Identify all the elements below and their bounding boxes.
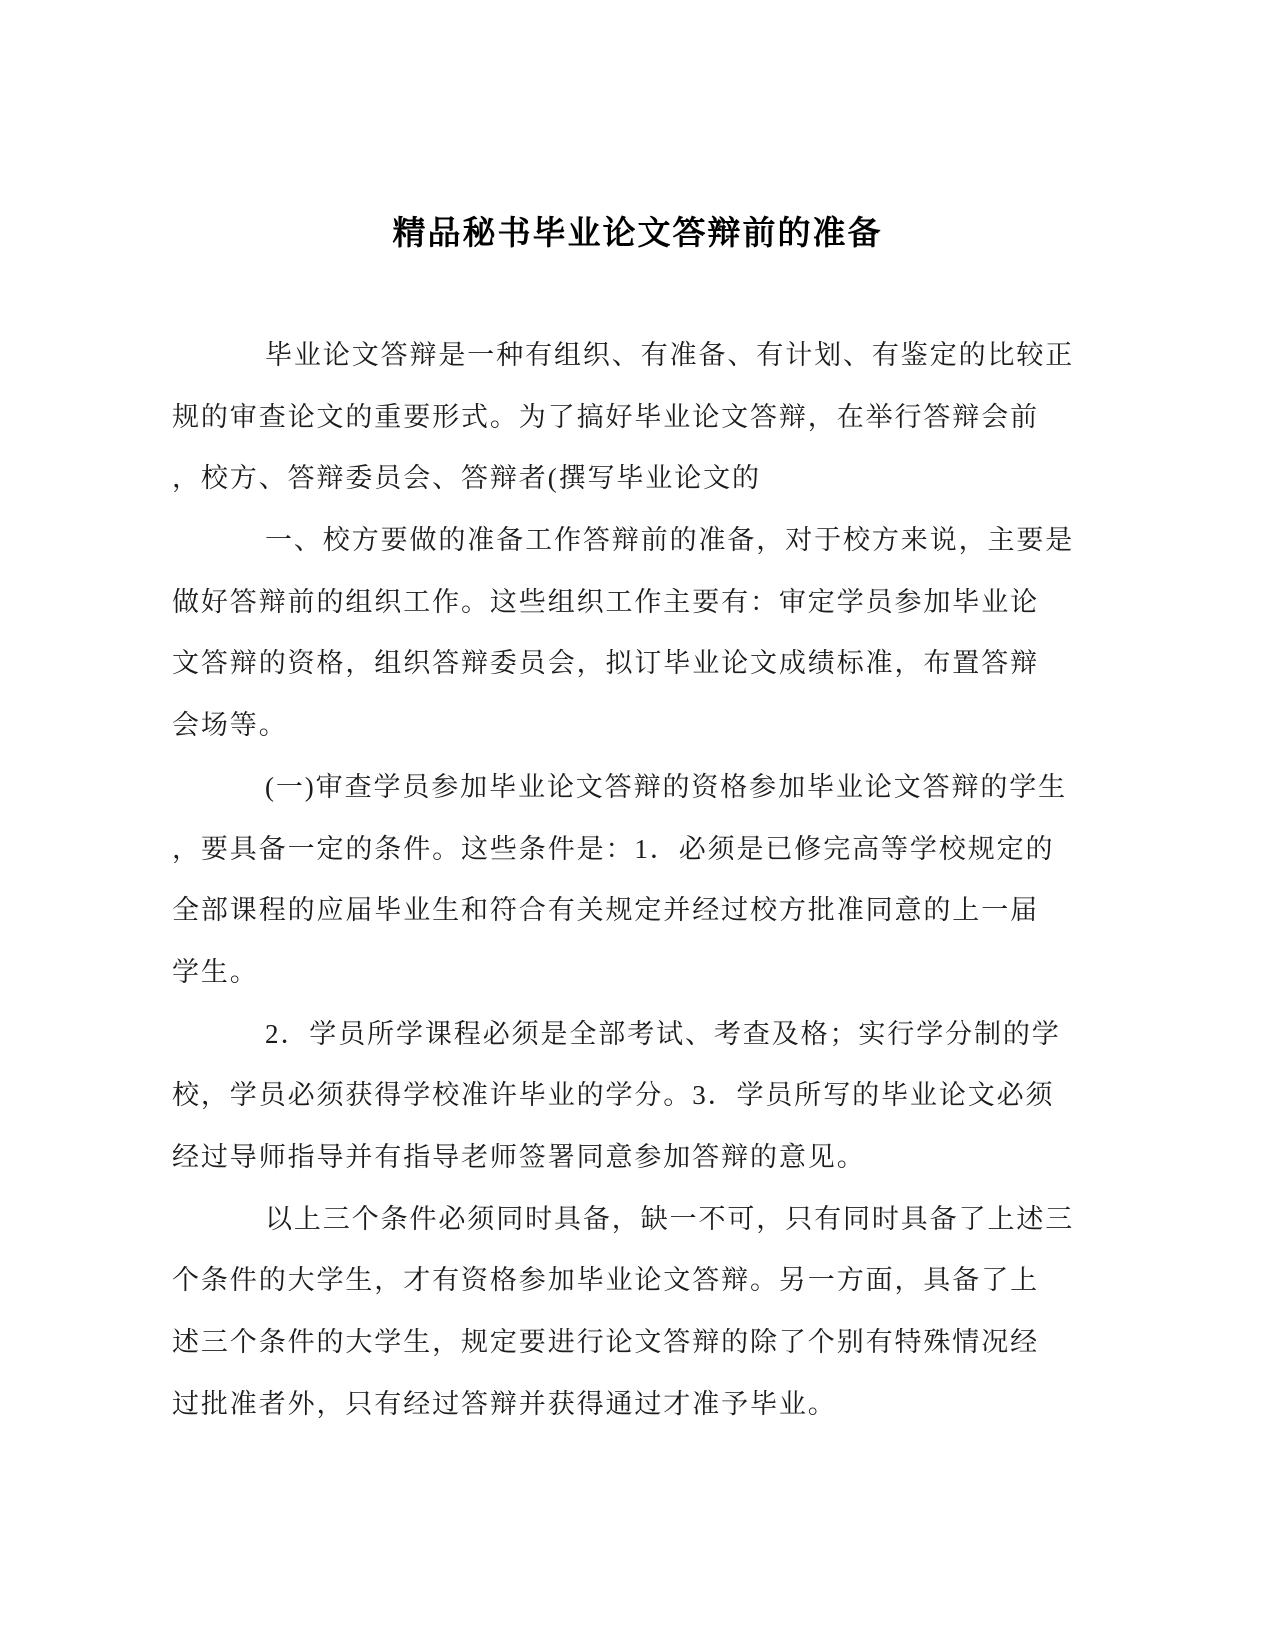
paragraph-line: 一、校方要做的准备工作答辩前的准备，对于校方来说，主要是 [265,525,1075,556]
paragraph-line: 文答辩的资格，组织答辩委员会，拟订毕业论文成绩标准，布置答辩 [172,648,1039,679]
paragraph [172,325,1103,510]
paragraph-line: 规的审查论文的重要形式。为了搞好毕业论文答辩，在举行答辩会前 [172,401,1039,432]
paragraph-line: 学生。 [172,956,259,987]
paragraph-line: 经过导师指导并有指导老师签署同意参加答辩的意见。 [172,1141,866,1172]
paragraph-line: ，要具备一定的条件。这些条件是：1．必须是已修完高等学校规定的 [172,833,1055,864]
paragraph-line: 做好答辩前的组织工作。这些组织工作主要有：审定学员参加毕业论 [172,586,1039,617]
paragraph-line: 2．学员所学课程必须是全部考试、考查及格；实行学分制的学 [265,1018,1061,1049]
paragraph-line: 述三个条件的大学生，规定要进行论文答辩的除了个别有特殊情况经 [172,1327,1039,1357]
paragraph-line: 会场等。 [172,710,288,741]
paragraph-line: (一)审查学员参加毕业论文答辩的资格参加毕业论文答辩的学生 [265,771,1068,802]
paragraph [172,1189,1103,1436]
paragraph-line: 过批准者外，只有经过答辩并获得通过才准予毕业。 [172,1388,837,1419]
paragraph-line: 毕业论文答辩是一种有组织、有准备、有计划、有鉴定的比较正 [265,340,1075,370]
paragraph [172,757,1103,1004]
paragraph-line: 个条件的大学生，才有资格参加毕业论文答辩。另一方面，具备了上 [172,1265,1039,1296]
document-body [172,325,1103,1435]
paragraph [172,1004,1103,1189]
paragraph-line: 全部课程的应届毕业生和符合有关规定并经过校方批准同意的上一届 [172,895,1039,926]
paragraph-line: 校，学员必须获得学校准许毕业的学分。3．学员所写的毕业论文必须 [172,1080,1055,1111]
paragraph [172,510,1103,757]
paragraph-line: 以上三个条件必须同时具备，缺一不可，只有同时具备了上述三 [265,1203,1075,1234]
document-title: 精品秘书毕业论文答辩前的准备 [392,214,883,251]
paragraph-line: ，校方、答辩委员会、答辩者(撰写毕业论文的 [172,463,761,494]
